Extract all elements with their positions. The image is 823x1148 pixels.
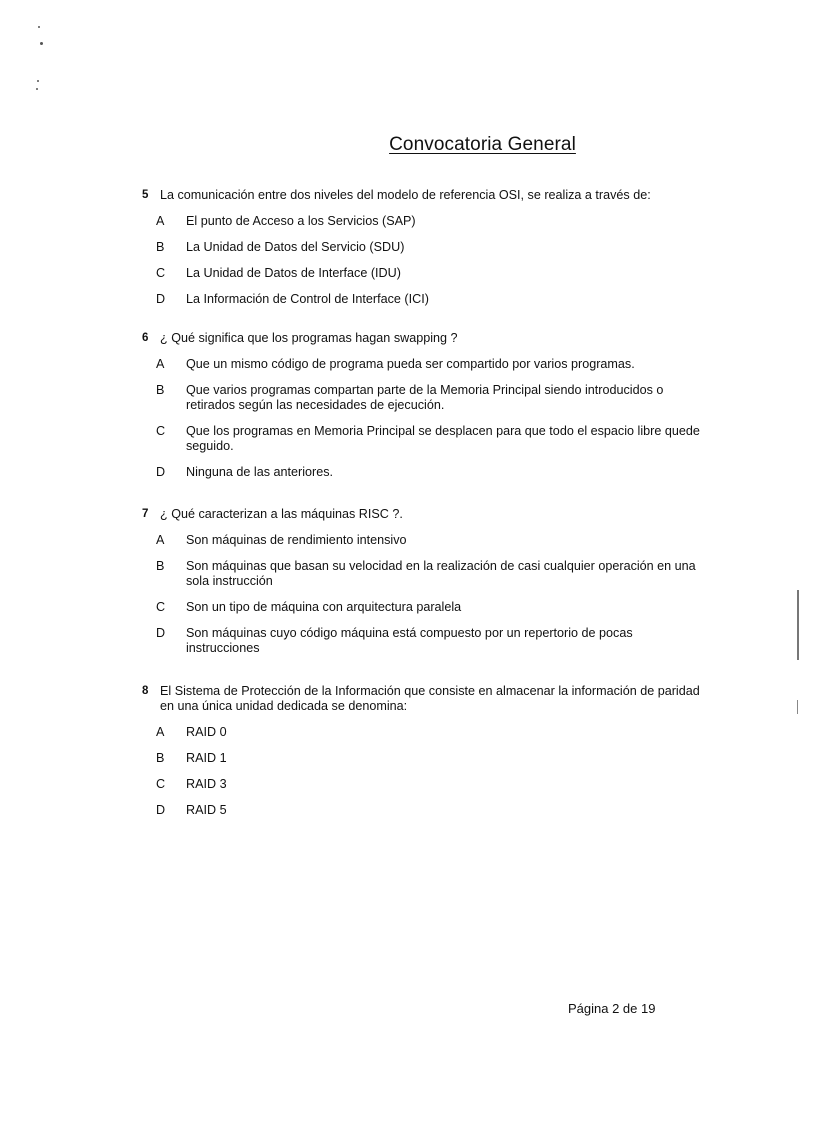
question-7 — [142, 507, 702, 656]
option-letter: D — [156, 626, 166, 640]
page-title: Convocatoria General — [389, 134, 576, 155]
option-d — [142, 626, 702, 656]
option-text: Son máquinas de rendimiento intensivo — [186, 533, 407, 547]
question-number: 6 — [142, 332, 149, 344]
option-text: Que los programas en Memoria Principal se desplacen para que todo el espacio libre quede seguido. — [186, 424, 700, 453]
option-letter: C — [156, 777, 166, 791]
option-d — [142, 465, 702, 480]
question-text: ¿ Qué caracterizan a las máquinas RISC ?. — [160, 507, 403, 521]
option-b — [142, 559, 702, 589]
option-letter: C — [156, 600, 166, 614]
option-letter: B — [156, 383, 165, 397]
option-a — [142, 357, 702, 372]
option-c — [142, 424, 702, 454]
option-a — [142, 725, 702, 740]
question-number: 5 — [142, 189, 149, 201]
option-letter: C — [156, 266, 166, 280]
scan-speck — [38, 26, 40, 28]
option-text: El punto de Acceso a los Servicios (SAP) — [186, 214, 416, 228]
option-text: RAID 5 — [186, 803, 227, 817]
option-text: Son máquinas cuyo código máquina está compuesto por un repertorio de pocas instrucciones — [186, 626, 633, 655]
question-number: 7 — [142, 508, 149, 520]
option-a — [142, 533, 702, 548]
option-text: RAID 3 — [186, 777, 227, 791]
option-text: La Unidad de Datos del Servicio (SDU) — [186, 240, 405, 254]
option-text: Que varios programas compartan parte de la Memoria Principal siendo introducidos o retirados según las necesidades de ejecución. — [186, 383, 664, 412]
option-letter: C — [156, 424, 166, 438]
option-letter: A — [156, 533, 165, 547]
option-text: La Unidad de Datos de Interface (IDU) — [186, 266, 401, 280]
scan-speck — [40, 42, 43, 45]
option-b — [142, 240, 702, 255]
option-b — [142, 751, 702, 766]
option-letter: B — [156, 559, 165, 573]
option-letter: B — [156, 240, 165, 254]
option-text: Son un tipo de máquina con arquitectura paralela — [186, 600, 462, 614]
question-text: La comunicación entre dos niveles del modelo de referencia OSI, se realiza a través de: — [160, 188, 651, 202]
option-text: Que un mismo código de programa pueda ser compartido por varios programas. — [186, 357, 635, 371]
scan-edge-mark — [797, 590, 799, 660]
option-text: RAID 0 — [186, 725, 227, 739]
scan-speck — [37, 80, 39, 82]
option-c — [142, 266, 702, 281]
question-6 — [142, 331, 702, 480]
question-number: 8 — [142, 685, 149, 697]
option-d — [142, 292, 702, 307]
option-letter: A — [156, 214, 165, 228]
question-5 — [142, 188, 702, 307]
option-a — [142, 214, 702, 229]
option-letter: A — [156, 725, 165, 739]
option-c — [142, 600, 702, 615]
option-c — [142, 777, 702, 792]
option-letter: B — [156, 751, 165, 765]
option-text: Son máquinas que basan su velocidad en la realización de casi cualquier operación en una sola instrucción — [186, 559, 696, 588]
option-letter: D — [156, 803, 166, 817]
page-number: Página 2 de 19 — [568, 1001, 656, 1016]
option-letter: A — [156, 357, 165, 371]
scan-edge-mark — [797, 700, 798, 714]
question-8 — [142, 684, 702, 818]
scan-speck — [36, 88, 38, 90]
option-text: Ninguna de las anteriores. — [186, 465, 334, 479]
question-text: ¿ Qué significa que los programas hagan swapping ? — [160, 331, 458, 345]
option-d — [142, 803, 702, 818]
option-text: RAID 1 — [186, 751, 227, 765]
question-text: El Sistema de Protección de la Información que consiste en almacenar la información de paridad en una única unidad dedicada se denomina: — [160, 684, 700, 713]
option-letter: D — [156, 292, 166, 306]
option-text: La Información de Control de Interface (ICI) — [186, 292, 429, 306]
option-b — [142, 383, 702, 413]
option-letter: D — [156, 465, 166, 479]
